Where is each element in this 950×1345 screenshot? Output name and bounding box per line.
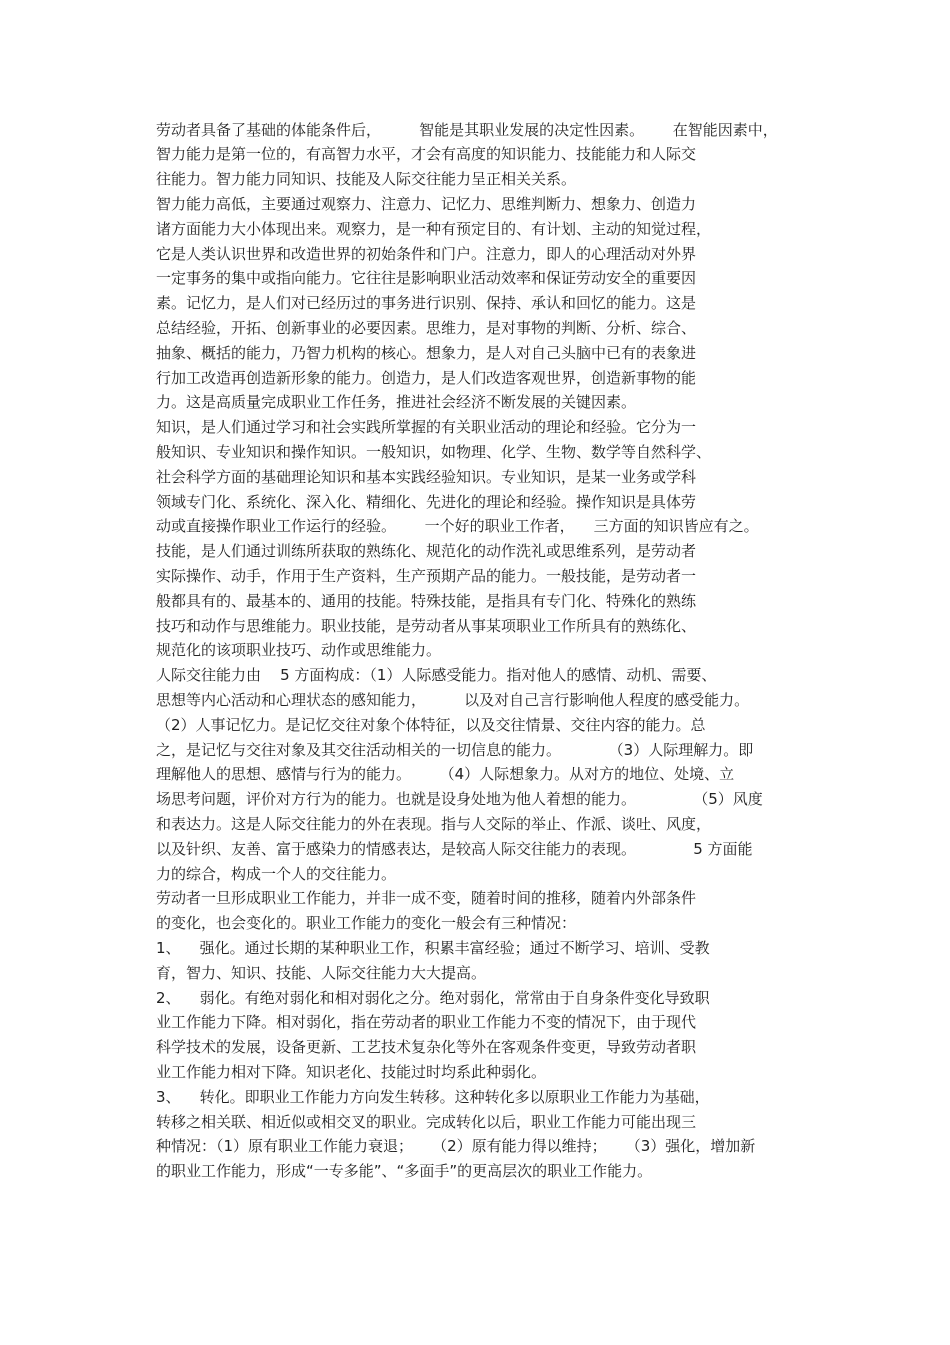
text-line: 的变化，也会变化的。职业工作能力的变化一般会有三种情况： [156, 914, 577, 932]
text-line: 劳动者一旦形成职业工作能力，并非一成不变，随着时间的推移，随着内外部条件 [156, 889, 697, 907]
text-line: 业工作能力下降。相对弱化，指在劳动者的职业工作能力不变的情况下，由于现代 [156, 1013, 697, 1031]
text-line: 2、 弱化。有绝对弱化和相对弱化之分。绝对弱化，常常由于自身条件变化导致职 [156, 989, 710, 1007]
text-line: 种情况：（1）原有职业工作能力衰退； （2）原有能力得以维持； （3）强化，增加新 [156, 1137, 756, 1155]
text-line: 抽象、概括的能力，乃智力机构的核心。想象力，是人对自己头脑中已有的表象进 [156, 344, 697, 362]
text-line: 智力能力是第一位的，有高智力水平，才会有高度的知识能力、技能能力和人际交 [156, 145, 697, 163]
text-line: 它是人类认识世界和改造世界的初始条件和门户。注意力，即人的心理活动对外界 [156, 245, 697, 263]
text-line: 总结经验，开拓、创新事业的必要因素。思维力，是对事物的判断、分析、综合、 [156, 319, 697, 337]
text-line: 诸方面能力大小体现出来。观察力，是一种有预定目的、有计划、主动的知觉过程， [156, 220, 712, 238]
text-line: 素。记忆力，是人们对已经历过的事务进行识别、保持、承认和回忆的能力。这是 [156, 294, 697, 312]
text-line: 3、 转化。即职业工作能力方向发生转移。这种转化多以原职业工作能力为基础， [156, 1088, 710, 1106]
text-line: 般知识、专业知识和操作知识。一般知识，如物理、化学、生物、数学等自然科学、 [156, 443, 712, 461]
text-line: 理解他人的思想、感情与行为的能力。 （4）人际想象力。从对方的地位、处境、立 [156, 765, 735, 783]
text-line: 技能，是人们通过训练所获取的熟练化、规范化的动作洗礼或思维系列，是劳动者 [156, 542, 697, 560]
text-line: 科学技术的发展，设备更新、工艺技术复杂化等外在客观条件变更，导致劳动者职 [156, 1038, 697, 1056]
text-line: 规范化的该项职业技巧、动作或思维能力。 [156, 641, 442, 659]
text-line: 的职业工作能力，形成“一专多能”、“多面手”的更高层次的职业工作能力。 [156, 1162, 653, 1180]
text-line: 社会科学方面的基础理论知识和基本实践经验知识。专业知识，是某一业务或学科 [156, 468, 697, 486]
text-line: 人际交往能力由 5 方面构成：（1）人际感受能力。指对他人的感情、动机、需要、 [156, 666, 717, 684]
text-line: 劳动者具备了基础的体能条件后， 智能是其职业发展的决定性因素。 在智能因素中， [156, 121, 778, 139]
text-line: 实际操作、动手，作用于生产资料，生产预期产品的能力。一般技能，是劳动者一 [156, 567, 697, 585]
text-line: 一定事务的集中或指向能力。它往往是影响职业活动效率和保证劳动安全的重要因 [156, 269, 697, 287]
text-line: 思想等内心活动和心理状态的感知能力， 以及对自己言行影响他人程度的感受能力。 [156, 691, 750, 709]
text-line: 1、 强化。通过长期的某种职业工作，积累丰富经验；通过不断学习、培训、受教 [156, 939, 710, 957]
text-line: 往能力。智力能力同知识、技能及人际交往能力呈正相关关系。 [156, 170, 577, 188]
text-line: 力。这是高质量完成职业工作任务，推进社会经济不断发展的关键因素。 [156, 393, 637, 411]
text-line: 之，是记忆与交往对象及其交往活动相关的一切信息的能力。 （3）人际理解力。即 [156, 741, 754, 759]
text-line: 领域专门化、系统化、深入化、精细化、先进化的理论和经验。操作知识是具体劳 [156, 493, 697, 511]
text-line: 以及针织、友善、富于感染力的情感表达，是较高人际交往能力的表现。 5 方面能 [156, 840, 753, 858]
text-line: 行加工改造再创造新形象的能力。创造力，是人们改造客观世界，创造新事物的能 [156, 369, 697, 387]
text-line: 知识，是人们通过学习和社会实践所掌握的有关职业活动的理论和经验。它分为一 [156, 418, 697, 436]
text-line: （2）人事记忆力。是记忆交往对象个体特征，以及交往情景、交往内容的能力。总 [156, 716, 706, 734]
text-line: 业工作能力相对下降。知识老化、技能过时均系此种弱化。 [156, 1063, 547, 1081]
text-line: 般都具有的、最基本的、通用的技能。特殊技能，是指具有专门化、特殊化的熟练 [156, 592, 697, 610]
text-line: 转移之相关联、相近似或相交叉的职业。完成转化以后，职业工作能力可能出现三 [156, 1113, 697, 1131]
text-line: 技巧和动作与思维能力。职业技能，是劳动者从事某项职业工作所具有的熟练化、 [156, 617, 697, 635]
text-line: 动或直接操作职业工作运行的经验。 一个好的职业工作者， 三方面的知识皆应有之。 [156, 517, 759, 535]
text-line: 场思考问题，评价对方行为的能力。也就是设身处地为他人着想的能力。 （5）风度 [156, 790, 763, 808]
text-line: 和表达力。这是人际交往能力的外在表现。指与人交际的举止、作派、谈吐、风度， [156, 815, 712, 833]
text-line: 育，智力、知识、技能、人际交往能力大大提高。 [156, 964, 487, 982]
text-line: 力的综合，构成一个人的交往能力。 [156, 865, 397, 883]
text-line: 智力能力高低，主要通过观察力、注意力、记忆力、思维判断力、想象力、创造力 [156, 195, 697, 213]
